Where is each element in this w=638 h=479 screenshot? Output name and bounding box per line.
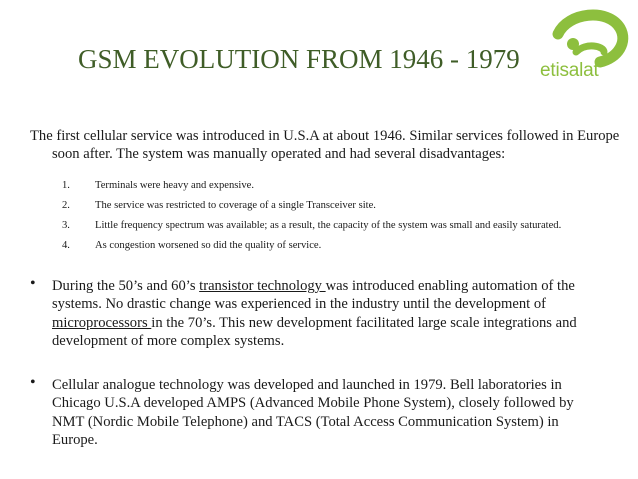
bullet-text	[52, 277, 598, 351]
list-number: 1.	[62, 180, 70, 191]
list-number: 3.	[62, 220, 70, 231]
slide-title: GSM EVOLUTION FROM 1946 - 1979	[78, 44, 520, 74]
microprocessors-link[interactable]: microprocessors	[52, 314, 152, 331]
list-item-text: As congestion worsened so did the quality of service.	[95, 240, 322, 251]
disadvantages-list	[62, 179, 582, 259]
list-item-text: Little frequency spectrum was available; as a result, the capacity of the system was small and easily saturated.	[95, 220, 562, 231]
bullet-text: Cellular analogue technology was developed and launched in 1979. Bell laboratories in Chicago U.S.A developed AMPS (Advanced Mobile Phone System), closely followed by NMT (Nordic Mobile Telephone) and TACS (Total Access Communication System) in Europe.	[52, 377, 574, 449]
bullet-text-part: During the 50’s and 60’s	[52, 278, 200, 294]
bullet-marker: •	[30, 374, 36, 391]
list-number: 4.	[62, 240, 70, 251]
list-number: 2.	[62, 200, 70, 211]
intro-paragraph: The first cellular service was introduced in U.S.A at about 1946. Similar services followed in Europe soon after. The system was manually operated and had several disadvantages:	[30, 128, 620, 162]
bullet-analogue	[30, 376, 598, 450]
bullet-marker: •	[30, 275, 36, 292]
list-item	[62, 219, 582, 232]
list-item	[62, 179, 582, 192]
list-item-text: Terminals were heavy and expensive.	[95, 180, 254, 191]
transistor-technology-link[interactable]: transistor technology	[199, 278, 326, 294]
bullet-text-part: was introduced enabling automation of the systems. No drastic change was experienced in the industry until the development of	[52, 278, 575, 313]
list-item	[62, 239, 582, 252]
list-item	[62, 199, 582, 212]
bullet-transistor	[30, 277, 598, 351]
list-item-text: The service was restricted to coverage of a single Transceiver site.	[95, 200, 376, 211]
logo-text: etisalat	[540, 60, 599, 81]
bullet-text-part: in the 70’s. This new development facilitated large scale integrations and development of more complex systems.	[52, 314, 577, 350]
